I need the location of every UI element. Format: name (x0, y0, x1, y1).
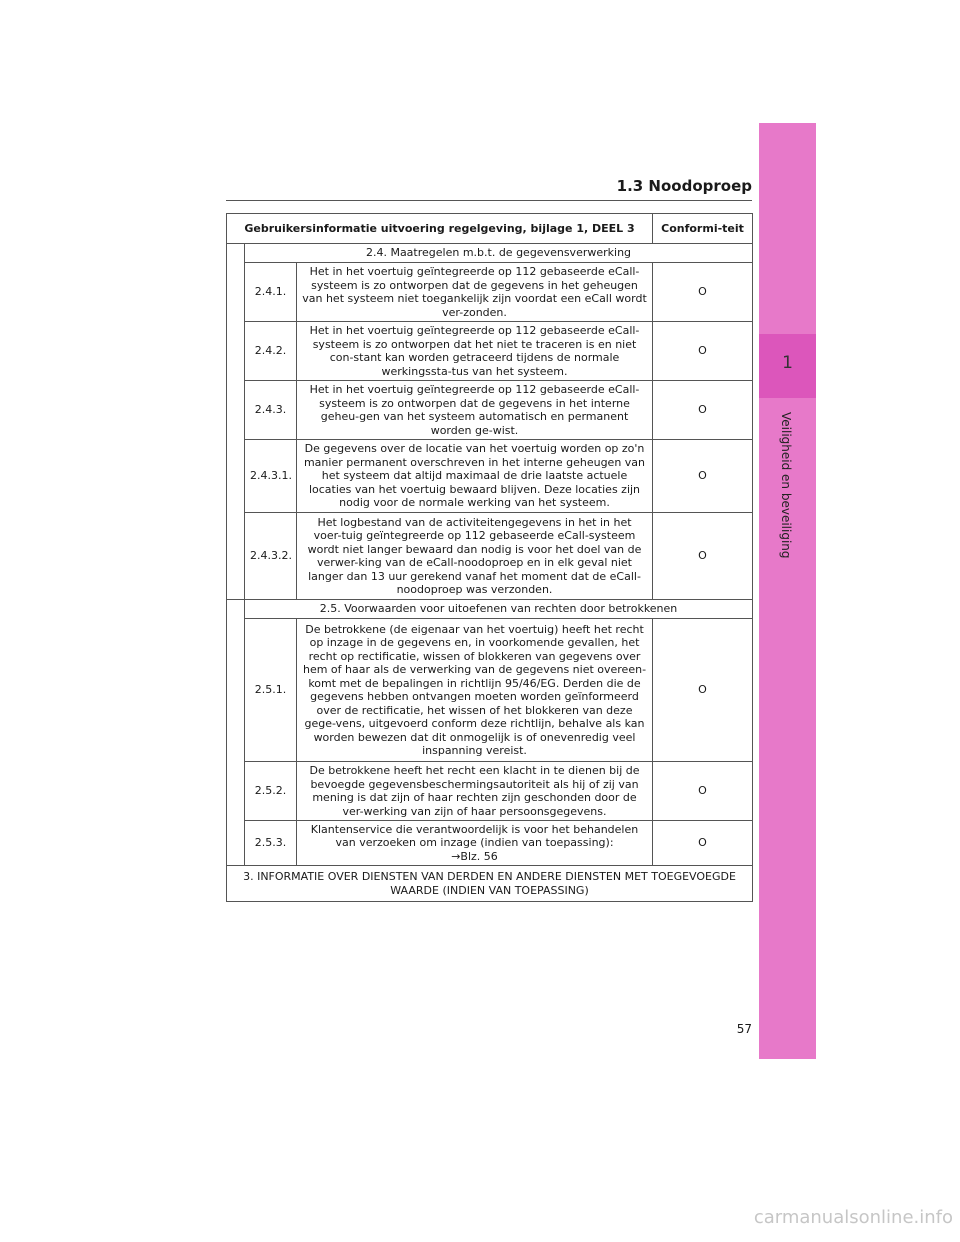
row-number: 2.5.2. (245, 762, 297, 821)
row-text: De betrokkene (de eigenaar van het voertuig) heeft het recht op inzage in de gegevens en, in voorkomende gevallen, het recht op rectificatie, wissen of blokkeren van gegevens over hem of haar als de verwerking van de gegevens niet overeen-komt met de bepalingen in richtlijn 95/46/EG. Derden die de gegevens hebben ontvangen moeten worden geïnformeerd over de rectificatie, het wissen of het blokkeren van deze gege-vens, uitgevoerd conform deze richtlijn, behalve als kan worden bewezen dat dit onmogelijk is of onevenredig veel inspanning vereist. (297, 619, 653, 762)
row-text-main: Klantenservice die verantwoordelijk is voor het behandelen van verzoeken om inzage (indien van toepassing): (310, 822, 639, 850)
header-main: Gebruikersinformatie uitvoering regelgeving, bijlage 1, DEEL 3 (227, 214, 653, 244)
row-mark: O (653, 322, 753, 381)
chapter-number: 1 (782, 353, 793, 373)
watermark: carmanualsonline.info (753, 1207, 953, 1228)
row-mark: O (653, 619, 753, 762)
table-row (227, 513, 753, 600)
chapter-title: Veiligheid en beveiliging (779, 412, 793, 559)
row-text: Het in het voertuig geïntegreerde op 112 gebaseerde eCall-systeem is zo ontworpen dat het niet te traceren is en niet con-stant kan worden getraceerd tijdens de normale werkingssta-tus van het systeem. (297, 322, 653, 381)
table-row (227, 263, 753, 322)
section-title: 2.4. Maatregelen m.b.t. de gegevensverwerking (245, 244, 753, 263)
table-row (227, 821, 753, 866)
row-number: 2.4.3. (245, 381, 297, 440)
row-mark: O (653, 440, 753, 513)
row-mark: O (653, 381, 753, 440)
table-header-row (227, 214, 753, 244)
section-title: 2.5. Voorwaarden voor uitoefenen van rechten door betrokkenen (245, 600, 753, 619)
page-reference-link[interactable]: →Blz. 56 (451, 849, 498, 863)
chapter-number-box (759, 334, 816, 398)
section-header: 1.3 Noodoproep (616, 177, 752, 195)
table-row (227, 440, 753, 513)
page-number: 57 (736, 1022, 752, 1036)
header-rule (226, 200, 752, 201)
row-text: De betrokkene heeft het recht een klacht in te dienen bij de bevoegde gegevensbeschermingsautoriteit als hij of zij van mening is dat zijn of haar rechten zijn geschonden door de ver-werking van zijn of haar persoonsgegevens. (297, 762, 653, 821)
row-text: Het in het voertuig geïntegreerde op 112 gebaseerde eCall-systeem is zo ontworpen dat de gegevens in het geheugen van het systeem niet toegankelijk zijn voordat een eCall wordt ver-zonden. (297, 263, 653, 322)
row-text: Het logbestand van de activiteitengegevens in het in het voer-tuig geïntegreerde op 112 gebaseerde eCall-systeem wordt niet langer bewaard dan nodig is voor het doel van de verwer-king van de eCall-noodoproep en in elk geval niet langer dan 13 uur gerekend vanaf het moment dat de eCall-noodoproep was verzonden. (297, 513, 653, 600)
table-row (227, 619, 753, 762)
regulation-table (226, 213, 753, 902)
table-row (227, 762, 753, 821)
row-number: 2.4.3.1. (245, 440, 297, 513)
table-row (227, 381, 753, 440)
table-row (227, 322, 753, 381)
section-title-row (227, 244, 753, 263)
row-mark: O (653, 513, 753, 600)
row-mark: O (653, 263, 753, 322)
indent-cell (227, 600, 245, 866)
section-title-row (227, 600, 753, 619)
row-text: Het in het voertuig geïntegreerde op 112 gebaseerde eCall-systeem is zo ontworpen dat de gegevens in het interne geheu-gen van het systeem automatisch en permanent worden ge-wist. (297, 381, 653, 440)
section-title-row (227, 866, 753, 902)
row-mark: O (653, 821, 753, 866)
row-mark: O (653, 762, 753, 821)
header-conformity: Conformi-teit (653, 214, 753, 244)
chapter-side-tab (759, 123, 816, 1059)
row-number: 2.5.3. (245, 821, 297, 866)
row-number: 2.4.3.2. (245, 513, 297, 600)
row-text (297, 821, 653, 866)
row-number: 2.5.1. (245, 619, 297, 762)
section-title: 3. INFORMATIE OVER DIENSTEN VAN DERDEN EN ANDERE DIENSTEN MET TOEGEVOEGDE WAARDE (INDIEN VAN TOEPASSING) (227, 866, 753, 902)
row-text: De gegevens over de locatie van het voertuig worden op zo'n manier permanent overschreven in het interne geheugen van het systeem dat altijd maximaal de drie laatste actuele locaties van het voertuig bewaard blijven. Deze locaties zijn nodig voor de normale werking van het systeem. (297, 440, 653, 513)
row-number: 2.4.1. (245, 263, 297, 322)
row-number: 2.4.2. (245, 322, 297, 381)
indent-cell (227, 244, 245, 600)
